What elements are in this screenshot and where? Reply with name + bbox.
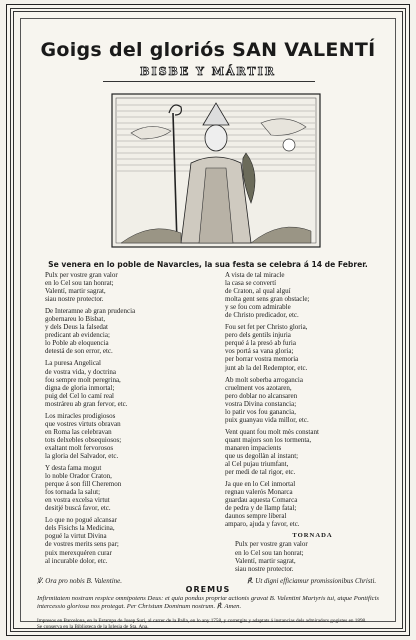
verse-line: manaren impacients — [225, 443, 282, 452]
verse-line: A vista de tal miracle — [225, 271, 285, 279]
imprint-line-1: Impresos en Barcelona, en la Estampa de Josep Suri, al carrer de la Palla, en lo any 1758, y corretgits y adaptats á instancias dels admiradors gogistes en 1898. — [37, 618, 367, 624]
verse-line: Lo que no pogué alcansar — [45, 516, 117, 525]
verse-line: pero doblar no alcansaren — [225, 391, 298, 400]
verse-line: Ja que en lo Cel inmortal — [225, 480, 296, 489]
verse-line: Los miracles prodigiosos — [45, 411, 116, 420]
verse-line: digna de gloria inmortal; — [45, 383, 115, 392]
verse-line: tots delxebles obsequiosos; — [45, 435, 122, 444]
right-column — [225, 271, 400, 577]
verse-line: regnau valerós Monarca — [225, 488, 293, 497]
verse-line: fou sempre molt peregrina, — [45, 375, 121, 384]
verse-line: daunos sempre liberal — [225, 512, 287, 521]
verse-line: que vostres virtuts obravan — [45, 419, 121, 428]
verse-line: en Roma las celebravan — [45, 427, 112, 436]
oremus-prayer: Infirmitatem nostram respice omnipotens Deus: et quia pondus propriæ actionis gravat B. Valentini Martyris tui, atque Pontificis intercessio gloriosa nos protegat. Per Christum Dominum nostrum. ℟. Amen. — [37, 595, 379, 610]
stanza — [225, 428, 400, 476]
verse-line: Fou set fet per Christo gloria, — [225, 323, 308, 332]
verse-line: lo Poble ab eloquencia — [45, 339, 109, 348]
verse-line: Valentí, martir sagrat, — [45, 287, 106, 296]
verse-line: en lo Cel sou tan honrat; — [45, 279, 114, 288]
verse-line: pogué la virtut Divina — [45, 532, 107, 541]
verse-line: perqué á la presó ab furia — [225, 339, 296, 348]
verse-line: La puresa Angelical — [45, 359, 101, 368]
stanza — [225, 480, 400, 528]
verse-line: fos tornada la salut; — [45, 488, 101, 497]
stanza — [45, 271, 215, 303]
verse-line: quant majors son los tormenta, — [225, 435, 312, 444]
engraving-caption: Se venera en lo poble de Navarcles, la sua festa se celebra á 14 de Febrer. — [48, 260, 368, 269]
verse-line: De Interamne ab gran prudencia — [45, 307, 136, 316]
stanza — [45, 516, 215, 564]
verse-line: la gloria del Salvador, etc. — [45, 451, 119, 460]
verse-line: al Cel pujau triumfant, — [225, 460, 289, 469]
stanza — [225, 271, 400, 319]
verse-line: puix guanyau vida millor, etc. — [225, 415, 309, 424]
verse-line: Pulx per vostre gran valor — [235, 540, 308, 549]
verse-line: siau nostre protector. — [235, 564, 294, 573]
saint-valentine-engraving — [111, 93, 321, 248]
verse-line: per medi de tal rigor, etc. — [225, 468, 296, 477]
verse-line: Vent quant fou molt mès constant — [225, 427, 319, 436]
verse-line: y se fou com admirable — [225, 303, 291, 312]
page-title: Goigs del gloriós SAN VALENTÍ — [40, 39, 376, 61]
verse-line: desitjé buscá favor, etc. — [45, 504, 111, 513]
verse-line: amparo, ajuda y favor, etc. — [225, 520, 300, 529]
tornada-stanza — [225, 540, 400, 572]
stanza — [45, 464, 215, 512]
oremus-heading: OREMUS — [185, 585, 231, 594]
stanza — [45, 307, 215, 355]
tornada-heading: TORNADA — [292, 532, 333, 540]
verse-line: de Craton, al qual alguí — [225, 287, 291, 296]
verse-line: al incurable dolor, etc. — [45, 556, 108, 565]
verse-line: vos portá sa vana gloria; — [225, 347, 294, 356]
verse-line: perque á son fill Cheremon — [45, 480, 122, 489]
left-column — [45, 271, 215, 569]
stanza — [45, 359, 215, 407]
verse-line: de pedra y de llamp fatal; — [225, 504, 297, 513]
versicle-left: ℣. Ora pro nobis B. Valentine. — [37, 577, 123, 585]
verse-line: junt ab la del Redemptor, etc. — [225, 363, 308, 372]
page-subtitle: BISBE Y MÁRTIR — [140, 65, 276, 78]
verse-line: mostráreu ab gran fervor, etc. — [45, 399, 128, 408]
verse-line: y dels Deus la falsedat — [45, 323, 108, 332]
verse-line: la casa se convertí — [225, 279, 277, 288]
verse-line: de vostres merits sens par; — [45, 540, 119, 549]
verse-line: vostra Divina constancia; — [225, 399, 297, 408]
verse-line: Valentí, martir sagrat, — [235, 556, 296, 565]
versicle-right: ℟. Ut digni efficiamur promissionibus Christi. — [247, 577, 377, 585]
verse-line: en lo Cel sou tan honrat; — [235, 548, 304, 557]
verse-line: en vostra excelsa virtut — [45, 496, 110, 505]
verse-line: puig del Cel lo camí real — [45, 391, 115, 400]
verse-line: que us degollàn al instant; — [225, 451, 299, 460]
verse-line: puix merexquéren curar — [45, 548, 112, 557]
verse-line: dels Fisichs la Medicina, — [45, 524, 115, 533]
verse-line: de vostra vida, y doctrina — [45, 367, 116, 376]
verse-line: predicant ab evidencia; — [45, 331, 110, 340]
verse-line: per borrar vostra memoria — [225, 355, 299, 364]
verse-line: gobernareu lo Bisbat, — [45, 315, 106, 324]
stanza — [45, 412, 215, 460]
verse-line: pero dels gentils injuria — [225, 331, 291, 340]
imprint — [37, 618, 379, 630]
verse-line: Y desta fama mogut — [45, 464, 102, 473]
verse-line: lo patir vos fou ganancia, — [225, 407, 296, 416]
title-rule — [103, 81, 315, 82]
stanza — [225, 323, 400, 371]
verse-line: de Christo predicador, etc. — [225, 311, 299, 320]
goigs-sheet — [6, 4, 410, 636]
verse-line: cruelment vos azotaren, — [225, 383, 292, 392]
verse-line: siau nostre protector. — [45, 295, 104, 304]
verse-line: exaltant molt fervorosos — [45, 443, 114, 452]
versicle — [37, 577, 379, 585]
verse-line: lo noble Orador Craton, — [45, 472, 112, 481]
verse-line: molta gent sens gran obstacle; — [225, 295, 310, 304]
verse-line: Ab molt soberba arrogancia — [225, 375, 303, 384]
imprint-line-2: Se conserva en la Biblioteca de la Iglesia de Sta. Ana. — [37, 624, 149, 630]
verse-line: detestá de son error, etc. — [45, 347, 113, 356]
verse-line: Pulx per vostre gran valor — [45, 271, 118, 279]
stanza — [225, 376, 400, 424]
verse-line: guardau aquesta Comarca — [225, 496, 298, 505]
